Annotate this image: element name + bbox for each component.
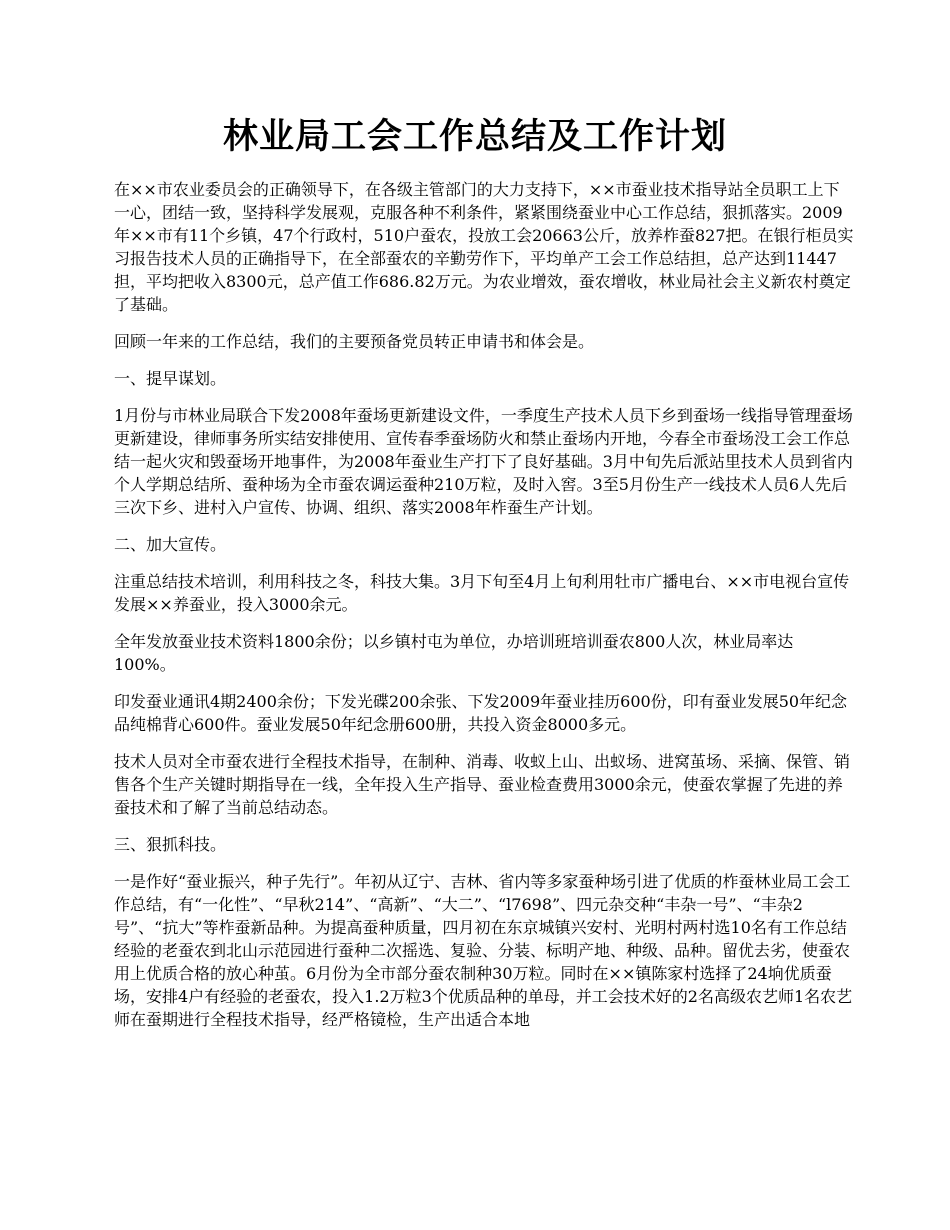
section-heading-1: 一、提早谋划。 xyxy=(114,369,227,388)
paragraph-section-1: 1月份与市林业局联合下发2008年蚕场更新建设文件，一季度生产技术人员下乡到蚕场一线指导管理蚕场更新建设，律师事务所实结安排使用、宣传春季蚕场防火和禁止蚕场内开地，今春全市蚕场没工会工作总结一起火灾和毁蚕场开地事件，为2008年蚕业生产打下了良好基础。3月中旬先后派站里技术人员到省内个人学期总结所、蚕种场为全市蚕农调运蚕种210万粒，及时入窖。3至5月份生产一线技术人员6人先后三次下乡、进村入户宣传、协调、组织、落实2008年柞蚕生产计划。 xyxy=(114,406,853,517)
document-title: 林业局工会工作总结及工作计划 xyxy=(222,116,727,157)
document-body xyxy=(114,178,854,1045)
section-heading-3: 三、狠抓科技。 xyxy=(114,835,227,854)
paragraph-materials: 全年发放蚕业技术资料1800余份；以乡镇村屯为单位，办培训班培训蚕农800人次，林业局率达100%。 xyxy=(114,632,794,674)
paragraph-publications: 印发蚕业通讯4期2400余份；下发光碟200余张、下发2009年蚕业挂历600份，印有蚕业发展50年纪念品纯棉背心600件。蚕业发展50年纪念册600册，共投入资金8000多元。 xyxy=(114,692,848,734)
paragraph-intro: 在××市农业委员会的正确领导下，在各级主管部门的大力支持下，××市蚕业技术指导站全员职工上下一心，团结一致，坚持科学发展观，克服各种不利条件，紧紧围绕蚕业中心工作总结，狠抓落实。2009年××市有11个乡镇，47个行政村，510户蚕农，投放工会20663公斤，放养柞蚕827把。在银行柜员实习报告技术人员的正确指导下，在全部蚕农的辛勤劳作下，平均单产工会工作总结担，总产达到11447担，平均把收入8300元，总产值工作686.82万元。为农业增效，蚕农增收，林业局社会主义新农村奠定了基础。 xyxy=(114,180,854,314)
paragraph-guidance: 技术人员对全市蚕农进行全程技术指导，在制种、消毒、收蚁上山、出蚁场、进窝茧场、采摘、保管、销售各个生产关键时期指导在一线，全年投入生产指导、蚕业检查费用3000余元，使蚕农掌握了先进的养蚕技术和了解了当前总结动态。 xyxy=(114,752,851,817)
section-heading-2: 二、加大宣传。 xyxy=(114,535,227,554)
paragraph-training: 注重总结技术培训，利用科技之冬，科技大集。3月下旬至4月上旬利用牡市广播电台、××市电视台宣传发展××养蚕业，投入3000余元。 xyxy=(114,572,850,614)
paragraph-review: 回顾一年来的工作总结，我们的主要预备党员转正申请书和体会是。 xyxy=(114,332,595,351)
paragraph-seeds: 一是作好“蚕业振兴，种子先行”。年初从辽宁、吉林、省内等多家蚕种场引进了优质的柞蚕林业局工会工作总结，有“一化性”、“早秋214”、“高新”、“大二”、“l7698”、四元杂交种“丰杂一号”、“丰杂2号”、“抗大”等柞蚕新品种。为提高蚕种质量，四月初在东京城镇兴安村、光明村两村选10名有工作总结经验的老蚕农到北山示范园进行蚕种二次摇选、复验、分装、标明产地、种级、品种。留优去劣，使蚕农用上优质合格的放心种茧。6月份为全市部分蚕农制种30万粒。同时在××镇陈家村选择了24垧优质蚕场，安排4户有经验的老蚕农，投入1.2万粒3个优质品种的单母，并工会技术好的2名高级农艺师1名农艺师在蚕期进行全程技术指导，经严格镜检，生产出适合本地 xyxy=(114,872,853,1029)
